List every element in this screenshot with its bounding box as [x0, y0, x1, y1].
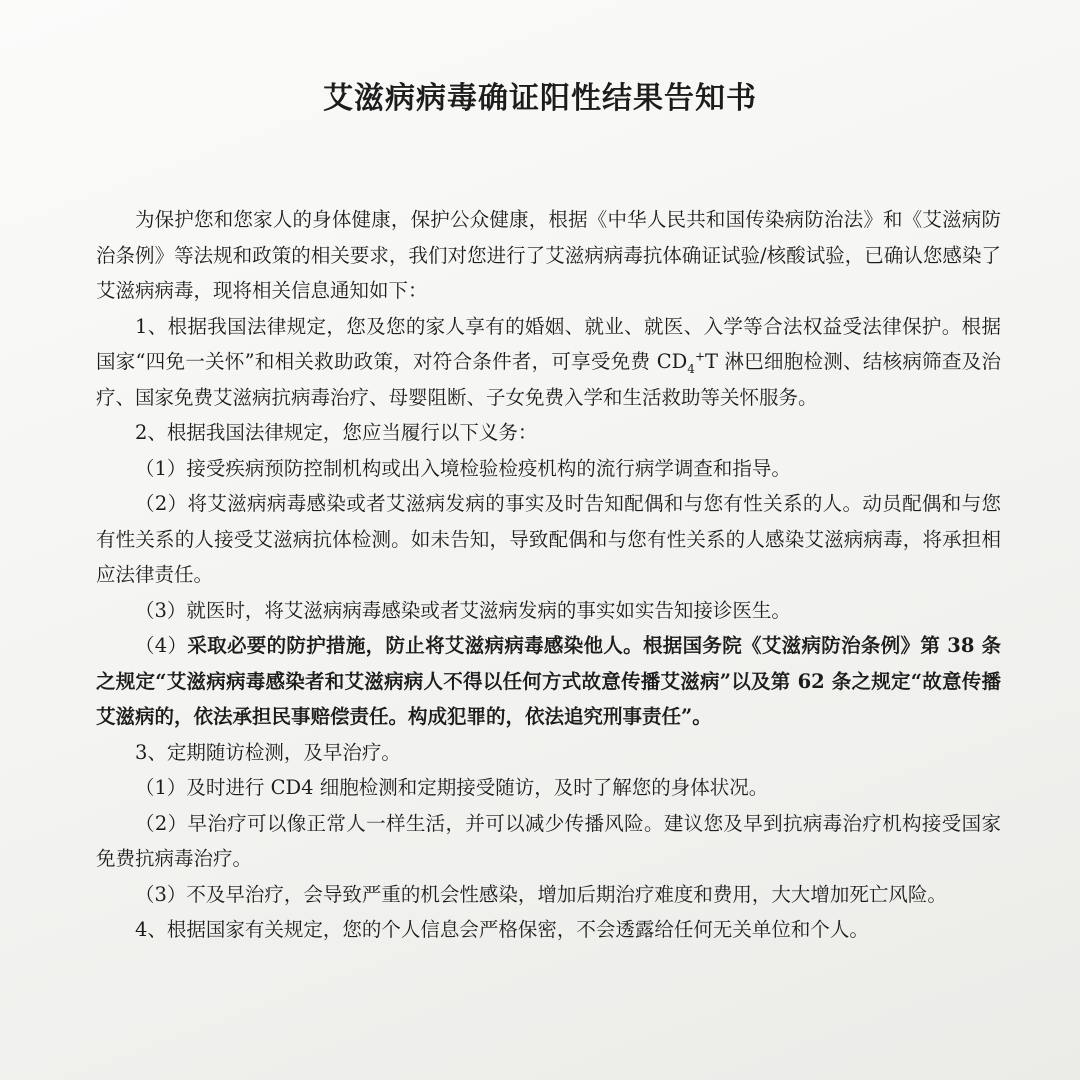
item-3-sub-3: （3）不及早治疗，会导致严重的机会性感染，增加后期治疗难度和费用，大大增加死亡风险。	[135, 882, 947, 906]
item-1-text-after: T 淋巴细胞检测、结核病筛查及治疗、国家免费艾滋病抗病毒治疗、母婴阻断、子女免费入学和生活救助等关怀服务。	[96, 350, 1001, 409]
cd4-subscript: 4	[687, 361, 695, 376]
item-2-sub-1: （1）接受疾病预防控制机构或出入境检验检疫机构的流行病学调查和指导。	[135, 456, 791, 480]
cd4-superscript: +	[694, 349, 705, 364]
item-3-heading: 3、定期随访检测，及早治疗。	[135, 740, 401, 764]
item-4-paragraph: 4、根据国家有关规定，您的个人信息会严格保密，不会透露给任何无关单位和个人。	[135, 918, 869, 941]
item-2-sub-3: （3）就医时，将艾滋病病毒感染或者艾滋病发病的事实如实告知接诊医生。	[135, 598, 791, 622]
page-title: 艾滋病病毒确证阳性结果告知书	[323, 81, 757, 116]
item-2-sub-2: （2）将艾滋病病毒感染或者艾滋病发病的事实及时告知配偶和与您有性关系的人。动员配偶和与您有性关系的人接受艾滋病抗体检测。如未告知，导致配偶和与您有性关系的人感染艾滋病病毒，将承担相应法律责任。	[96, 492, 1001, 586]
item-3-sub-1: （1）及时进行 CD4 细胞检测和定期接受随访，及时了解您的身体状况。	[135, 776, 769, 799]
item-3-sub-2: （2）早治疗可以像正常人一样生活，并可以减少传播风险。建议您及早到抗病毒治疗机构接受国家免费抗病毒治疗。	[96, 811, 1001, 870]
item-1-paragraph	[96, 309, 1001, 416]
item-2-sub-4-label: （4）	[135, 634, 188, 657]
item-2-sub-4	[96, 628, 1001, 735]
item-2-heading: 2、根据我国法律规定，您应当履行以下义务：	[135, 421, 538, 444]
intro-paragraph: 为保护您和您家人的身体健康，保护公众健康，根据《中华人民共和国传染病防治法》和《艾滋病防治条例》等法规和政策的相关要求，我们对您进行了艾滋病病毒抗体确证试验/核酸试验，已确认您感染了艾滋病病毒，现将相关信息通知如下：	[96, 208, 1001, 302]
document-body	[96, 202, 1001, 948]
item-1-text-before: 1、根据我国法律规定，您及您的家人享有的婚姻、就业、就医、入学等合法权益受法律保护。根据国家“四免一关怀”和相关救助政策，对符合条件者，可享受免费 CD	[96, 314, 1001, 373]
item-2-sub-4-bold-text: 采取必要的防护措施，防止将艾滋病病毒感染他人。根据国务院《艾滋病防治条例》第 38 条之规定“艾滋病病毒感染者和艾滋病病人不得以任何方式故意传播艾滋病”以及第 62 条之规定“故意传播艾滋病的，依法承担民事赔偿责任。构成犯罪的，依法追究刑事责任”。	[96, 634, 1001, 728]
